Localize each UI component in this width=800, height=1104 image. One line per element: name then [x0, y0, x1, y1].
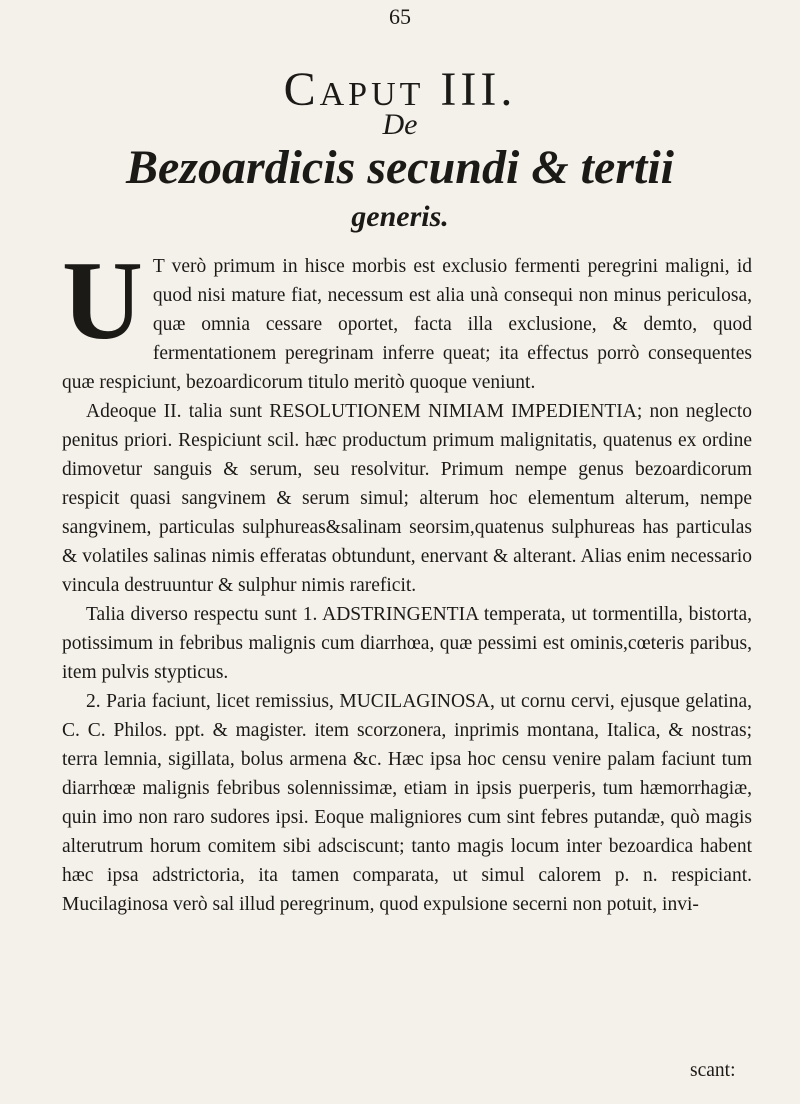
chapter-heading: Caput III.: [283, 63, 517, 116]
body-text: [62, 239, 752, 919]
catchword: scant:: [690, 1060, 736, 1081]
paragraph-1: [62, 239, 752, 397]
chapter-title-line1: Bezoardicis secundi & tertii: [125, 141, 674, 194]
heading-de: De: [382, 108, 418, 141]
paragraph-1-text: T verò primum in hisce morbis est exclusio fermenti peregrini maligni, id quod nisi mature fiat, necessum est alia unà consequi non minus periculosa, quæ omnia cessare oportet, facta illa exclusione, & demto, quod fermentationem peregrinam inferre queat; ita effectus porrò consequentes quæ respiciunt, bezoardicorum titulo meritò quoque veniunt.: [62, 256, 752, 393]
chapter-title-line2: generis.: [351, 200, 449, 233]
paragraph-4: 2. Paria faciunt, licet remissius, MUCILAGINOSA, ut cornu cervi, ejusque gelatina, C. C. Philos. ppt. & magister. item scorzonera, inprimis montana, Italica, & nostras; terra lemnia, sigillata, bolus armena &c. Hæc ipsa hoc censu venire palam faciunt tum diarrhœæ malignis febribus solennissimæ, etiam in ipsis puerperis, tum hæmorrhagiæ, quin imo non raro sudores ipsi. Eoque maligniores cum sint febres putandæ, quò magis alterutrum horum comitem sibi adsciscunt; tanto magis locum inter bezoardica habent hæc ipsa adstrictoria, ita tamen comparata, ut simul calorem p. n. respiciant. Mucilaginosa verò sal illud peregrinum, quod expulsione secerni non potuit, invi-: [62, 691, 752, 915]
page-number: 65: [389, 4, 411, 29]
paragraph-3: Talia diverso respectu sunt 1. ADSTRINGENTIA temperata, ut tormentilla, bistorta, potissimum in febribus malignis cum diarrhœa, quæ pessimi est ominis,cœteris paribus, item pulvis stypticus.: [62, 604, 752, 683]
paragraph-2: Adeoque II. talia sunt RESOLUTIONEM NIMIAM IMPEDIENTIA; non neglecto penitus priori. Respiciunt scil. hæc productum primum malignitatis, quatenus ex ordine dimovetur sanguis & serum, seu resolvitur. Primum nempe genus bezoardicorum respicit quasi sangvinem & serum simul; alterum hoc elementum alterum, nempe sangvinem, particulas sulphureas&salinam seorsim,quatenus sulphureas has particulas & volatiles salinas nimis efferatas obtundunt, enervant & alterant. Alias enim necessario vincula destruuntur & sulphur nimis rareficit.: [62, 401, 752, 596]
drop-cap: U: [62, 239, 143, 363]
